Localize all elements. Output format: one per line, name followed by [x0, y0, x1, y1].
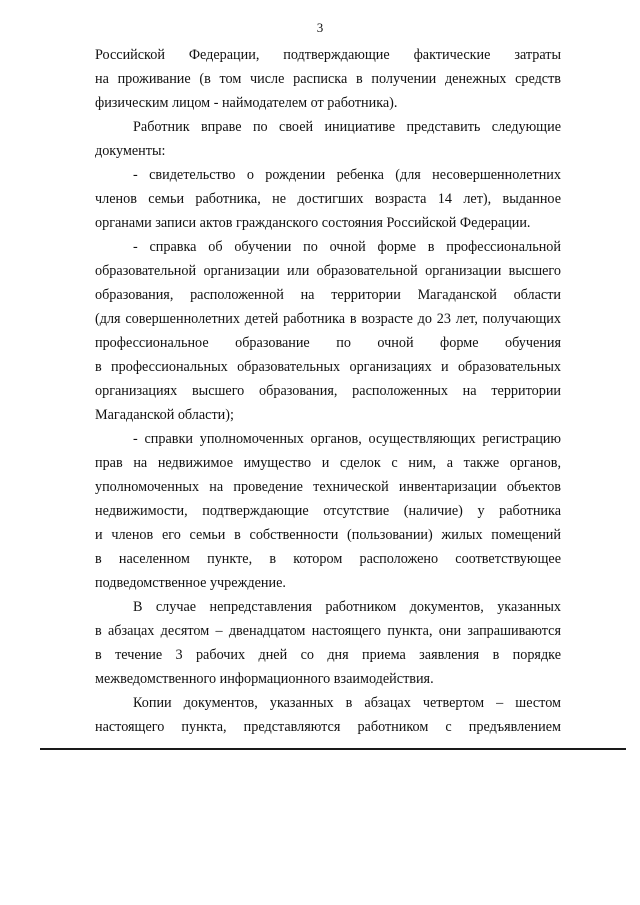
text-line: членов семьи работника, не достигших возраста 14 лет), выданное — [95, 191, 561, 207]
text-line: Российской Федерации, подтверждающие фактические затраты — [95, 47, 561, 63]
bottom-rule — [40, 748, 626, 750]
list-item: - справки уполномоченных органов, осуществляющих регистрацию — [133, 431, 561, 447]
text-line: образовательной организации или образовательной организации высшего — [95, 263, 561, 279]
text-line: организациях высшего образования, расположенных на территории — [95, 383, 561, 399]
text-line: в населенном пункте, в котором расположено соответствующее — [95, 551, 561, 567]
text-line: В случае непредставления работником документов, указанных — [133, 599, 561, 615]
text-line: Магаданской области); — [95, 407, 234, 423]
text-line: в профессиональных образовательных организациях и образовательных — [95, 359, 561, 375]
text-line: образования, расположенной на территории Магаданской области — [95, 287, 561, 303]
text-line: настоящего пункта, представляются работником с предъявлением — [95, 719, 561, 735]
text-line: и членов его семьи в собственности (пользовании) жилых помещений — [95, 527, 561, 543]
text-line: документы: — [95, 143, 166, 159]
text-line: органами записи актов гражданского состояния Российской Федерации. — [95, 215, 531, 231]
text-line: физическим лицом - наймодателем от работника). — [95, 95, 398, 111]
text-line: профессиональное образование по очной форме обучения — [95, 335, 561, 351]
text-line: подведомственное учреждение. — [95, 575, 286, 591]
text-line: уполномоченных на проведение технической инвентаризации объектов — [95, 479, 561, 495]
text-line: Копии документов, указанных в абзацах четвертом – шестом — [133, 695, 561, 711]
list-item: - справка об обучении по очной форме в профессиональной — [133, 239, 561, 255]
text-line: в абзацах десятом – двенадцатом настоящего пункта, они запрашиваются — [95, 623, 561, 639]
text-line: на проживание (в том числе расписка в получении денежных средств — [95, 71, 561, 87]
text-line: недвижимости, подтверждающие отсутствие (наличие) у работника — [95, 503, 561, 519]
text-line: прав на недвижимое имущество и сделок с ним, а также органов, — [95, 455, 561, 471]
list-item: - свидетельство о рождении ребенка (для несовершеннолетних — [133, 167, 561, 183]
text-line: (для совершеннолетних детей работника в возрасте до 23 лет, получающих — [95, 311, 561, 327]
text-line: в течение 3 рабочих дней со дня приема заявления в порядке — [95, 647, 561, 663]
page-number: 3 — [316, 20, 324, 35]
text-line: Работник вправе по своей инициативе представить следующие — [133, 119, 561, 135]
text-line: межведомственного информационного взаимодействия. — [95, 671, 434, 687]
